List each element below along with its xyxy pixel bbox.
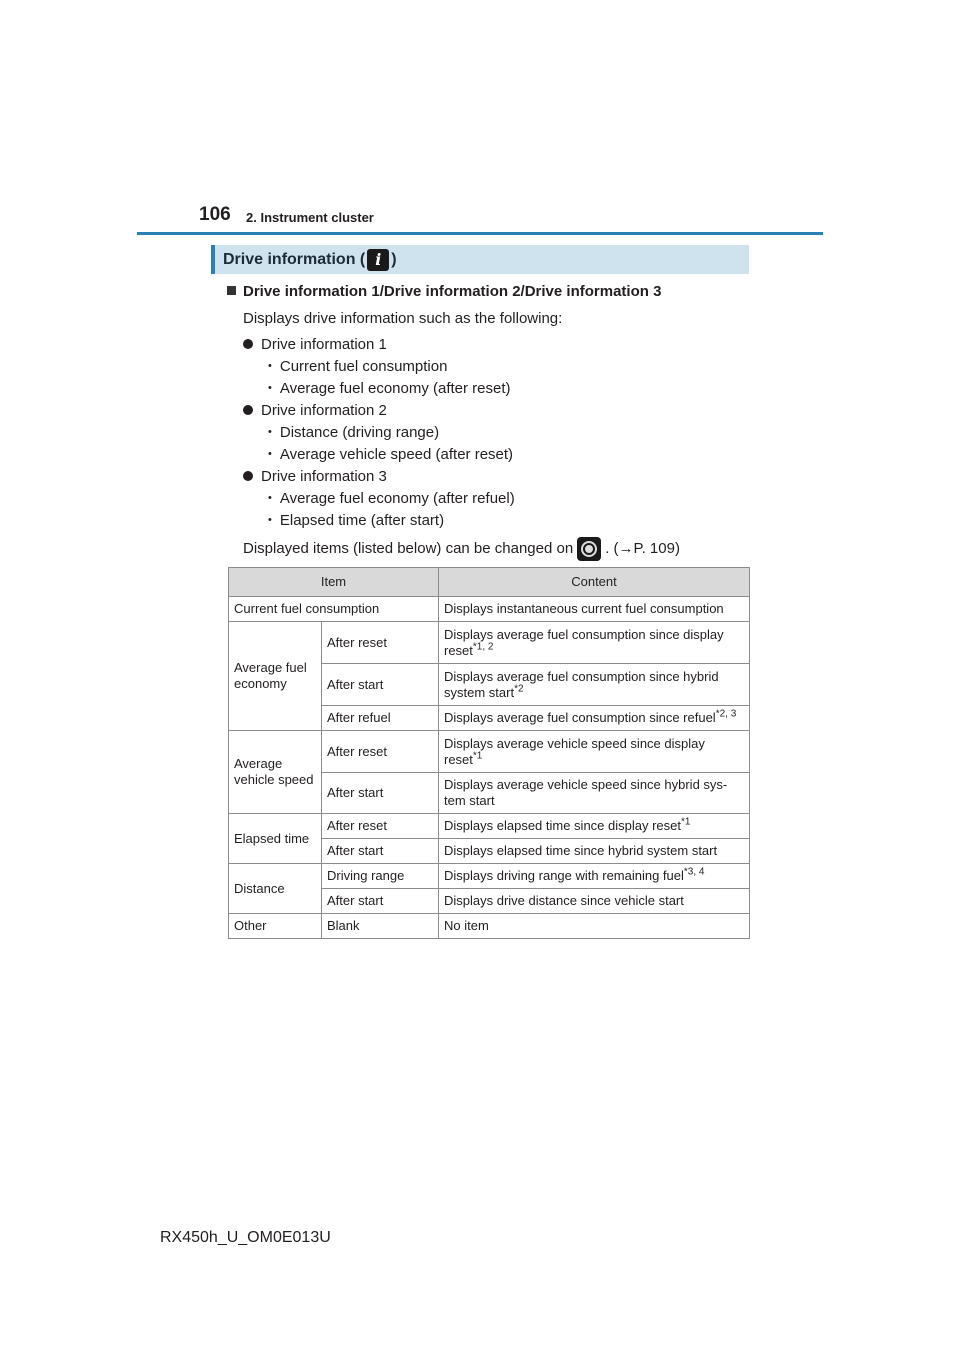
section-band	[211, 245, 749, 274]
footnote-mark: *2, 3	[715, 708, 737, 720]
footnote-mark: *1	[472, 750, 483, 762]
drive-info-list	[243, 333, 515, 531]
table-row	[229, 622, 750, 664]
cell-item: Average vehicle speed	[229, 731, 322, 814]
cell-subitem: After start	[322, 664, 439, 706]
subitem-text: Average fuel economy (after reset)	[279, 379, 511, 397]
cell-content: No item	[439, 914, 750, 939]
changed-text-start: Displayed items (listed below) can be changed on	[243, 540, 574, 557]
group-label: Drive information 3	[261, 467, 387, 485]
cell-subitem: After reset	[322, 814, 439, 839]
band-title-end: )	[391, 250, 397, 268]
lead-text: Displays drive information such as the following:	[243, 310, 563, 327]
cell-subitem: After reset	[322, 731, 439, 773]
cell-subitem: After start	[322, 773, 439, 814]
cell-item: Other	[229, 914, 322, 939]
table-row	[229, 731, 750, 773]
content-text: Displays average fuel consumption since display reset	[444, 626, 724, 658]
subsection-heading	[227, 283, 661, 301]
cell-content	[439, 814, 750, 839]
subitem-text: Current fuel consumption	[279, 357, 448, 375]
list-subitem	[243, 421, 515, 443]
footnote-mark: *3, 4	[683, 866, 705, 878]
cell-subitem: After refuel	[322, 706, 439, 731]
footnote-mark: *2	[514, 683, 524, 695]
column-header-item: Item	[229, 568, 439, 597]
list-item	[243, 333, 515, 355]
footnote-mark: *1	[681, 816, 691, 828]
list-item	[243, 465, 515, 487]
group-label: Drive information 1	[261, 335, 387, 353]
list-subitem	[243, 443, 515, 465]
list-subitem	[243, 509, 515, 531]
cell-content: Displays average vehicle speed since hybrid sys-tem start	[439, 773, 750, 814]
header-divider	[137, 232, 823, 235]
column-header-content: Content	[439, 568, 750, 597]
cell-content	[439, 622, 750, 664]
page-number: 106	[199, 204, 231, 225]
sub-bullet-icon: •	[268, 448, 272, 460]
subitem-text: Average vehicle speed (after reset)	[279, 445, 514, 463]
content-text: Displays average vehicle speed since display reset	[444, 735, 705, 767]
bullet-icon	[243, 471, 253, 481]
table-row	[229, 864, 750, 889]
cell-item: Average fuel economy	[229, 622, 322, 731]
sub-bullet-icon: •	[268, 492, 272, 504]
table-row	[229, 597, 750, 622]
sub-bullet-icon: •	[268, 360, 272, 372]
square-bullet-icon	[227, 286, 236, 295]
subitem-text: Distance (driving range)	[279, 423, 440, 441]
cell-subitem: After start	[322, 839, 439, 864]
content-text: Displays average fuel consumption since hybrid system start	[444, 668, 719, 700]
gear-icon	[577, 537, 601, 561]
content-text: Displays driving range with remaining fuel	[444, 868, 684, 883]
info-icon: i	[367, 249, 389, 271]
cell-item: Current fuel consumption	[229, 597, 439, 622]
subitem-text: Average fuel economy (after refuel)	[279, 489, 515, 507]
subsection-heading-text: Drive information 1/Drive information 2/Drive information 3	[243, 283, 662, 300]
table-row	[229, 914, 750, 939]
band-title-start: Drive information (	[223, 250, 366, 268]
cell-subitem: After reset	[322, 622, 439, 664]
sub-bullet-icon: •	[268, 514, 272, 526]
table-header-row	[229, 568, 750, 597]
cell-content	[439, 664, 750, 706]
content-text: Displays elapsed time since display reset	[444, 818, 681, 833]
cell-subitem: After start	[322, 889, 439, 914]
group-label: Drive information 2	[261, 401, 387, 419]
document-code: RX450h_U_OM0E013U	[160, 1229, 331, 1246]
cell-subitem: Blank	[322, 914, 439, 939]
list-item	[243, 399, 515, 421]
section-title: 2. Instrument cluster	[246, 210, 374, 225]
cell-content: Displays instantaneous current fuel consumption	[439, 597, 750, 622]
content-text: Displays average fuel consumption since refuel	[444, 710, 716, 725]
subitem-text: Elapsed time (after start)	[279, 511, 445, 529]
changed-items-note	[243, 537, 680, 561]
cell-subitem: Driving range	[322, 864, 439, 889]
footnote-mark: *1, 2	[472, 641, 494, 653]
table-row	[229, 814, 750, 839]
sub-bullet-icon: •	[268, 426, 272, 438]
cell-content: Displays drive distance since vehicle start	[439, 889, 750, 914]
bullet-icon	[243, 339, 253, 349]
cell-item: Elapsed time	[229, 814, 322, 864]
changed-text-end: . (→P. 109)	[605, 540, 680, 557]
cell-content	[439, 706, 750, 731]
cell-content: Displays elapsed time since hybrid system start	[439, 839, 750, 864]
list-subitem	[243, 355, 515, 377]
list-subitem	[243, 487, 515, 509]
cell-content	[439, 731, 750, 773]
list-subitem	[243, 377, 515, 399]
items-table	[228, 567, 750, 939]
cell-content	[439, 864, 750, 889]
cell-item: Distance	[229, 864, 322, 914]
bullet-icon	[243, 405, 253, 415]
sub-bullet-icon: •	[268, 382, 272, 394]
